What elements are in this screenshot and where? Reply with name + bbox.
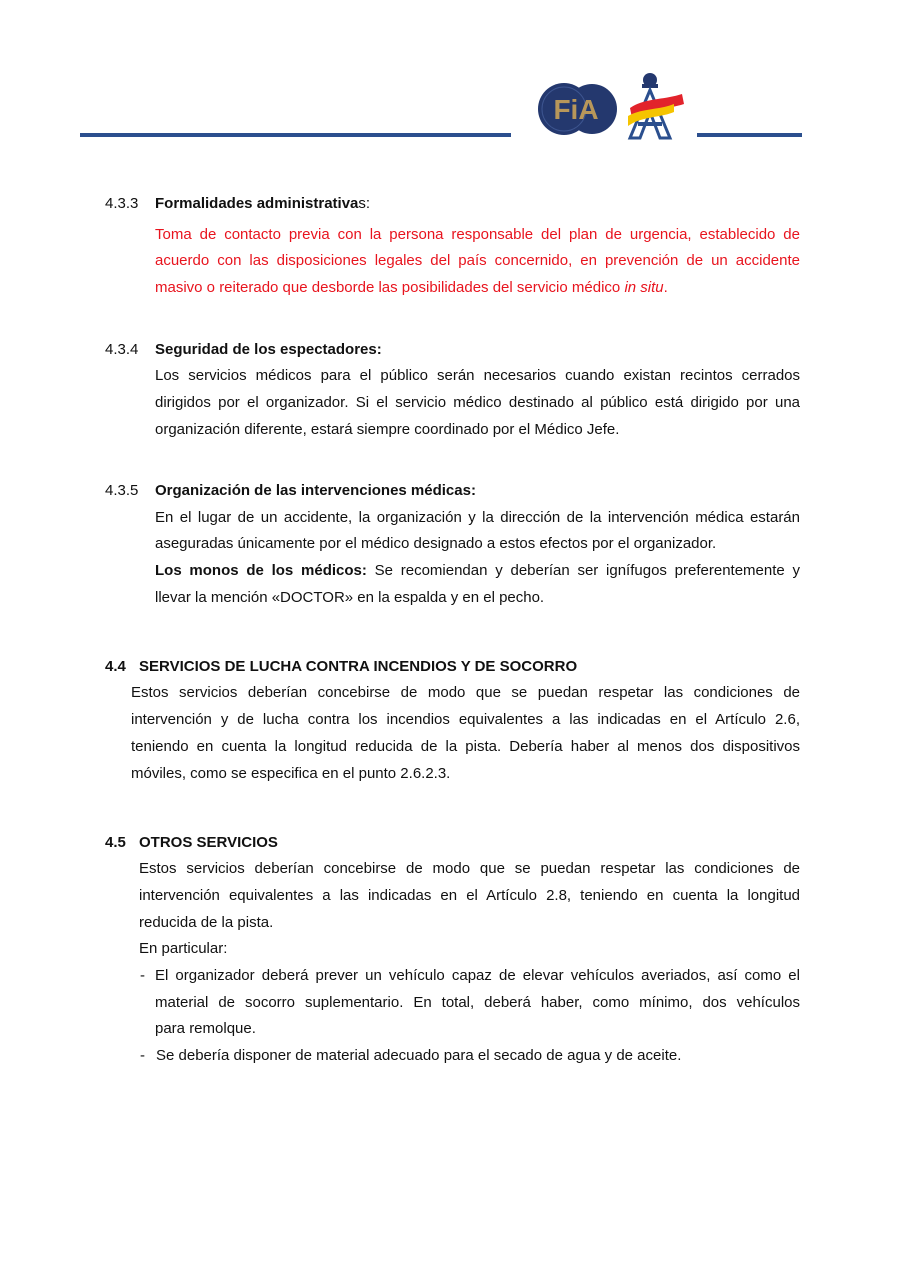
bold-lead: Los monos de los médicos: bbox=[155, 562, 367, 579]
bullet-dash: - bbox=[140, 1047, 145, 1064]
bullet-dash: - bbox=[140, 967, 145, 984]
section-number: 4.3.5 bbox=[105, 482, 139, 499]
paragraph-line: organización diferente, estará siempre coordinado por el Médico Jefe. bbox=[155, 421, 620, 438]
paragraph-line: En el lugar de un accidente, la organización y la dirección de la intervención médica estarán bbox=[155, 509, 800, 526]
section-number: 4.5 bbox=[105, 834, 126, 851]
paragraph-line bbox=[155, 278, 668, 298]
title-suffix: s: bbox=[358, 195, 371, 212]
fia-logo bbox=[536, 80, 620, 138]
paragraph-line: Estos servicios deberían concebirse de modo que se puedan respetar las condiciones de bbox=[139, 860, 800, 877]
header-rule-left bbox=[80, 133, 511, 137]
bullet-line: Se debería disponer de material adecuado para el secado de agua y de aceite. bbox=[156, 1047, 682, 1064]
line-text: Se recomiendan y deberían ser ignífugos preferentemente y bbox=[366, 562, 800, 579]
section-number: 4.4 bbox=[105, 658, 126, 675]
paragraph-line: intervención y de lucha contra los incendios equivalentes a las indicadas en el Artículo 2.6, bbox=[131, 711, 800, 728]
paragraph-line: aseguradas únicamente por el médico designado a estos efectos por el organizador. bbox=[155, 535, 717, 552]
section-number: 4.3.3 bbox=[105, 195, 139, 212]
paragraph-line: reducida de la pista. bbox=[139, 914, 274, 931]
line-text: masivo o reiterado que desborde las posibilidades del servicio médico bbox=[155, 279, 625, 296]
rfeda-logo bbox=[624, 70, 690, 140]
paragraph-line: dirigidos por el organizador. Si el servicio médico destinado al público está dirigido por una bbox=[155, 394, 800, 411]
section-title bbox=[155, 194, 370, 214]
section-title: OTROS SERVICIOS bbox=[139, 834, 278, 851]
paragraph-line: En particular: bbox=[139, 940, 228, 957]
paragraph-line: intervención equivalentes a las indicadas en el Artículo 2.8, teniendo en cuenta la longitud bbox=[139, 887, 800, 904]
title-text: Formalidades administrativa bbox=[155, 195, 359, 212]
paragraph-line bbox=[155, 561, 800, 581]
italic-text: in situ bbox=[624, 279, 664, 296]
paragraph-line: acuerdo con las disposiciones legales del país concernido, en prevención de un accidente bbox=[155, 252, 800, 269]
bullet-line: El organizador deberá prever un vehículo capaz de elevar vehículos averiados, así como el bbox=[155, 967, 800, 984]
header-rule-right bbox=[697, 133, 802, 137]
section-title: Organización de las intervenciones médicas: bbox=[155, 482, 476, 499]
paragraph-line: Los servicios médicos para el público serán necesarios cuando existan recintos cerrados bbox=[155, 367, 800, 384]
bullet-line: para remolque. bbox=[155, 1020, 256, 1037]
line-end: . bbox=[663, 279, 668, 296]
section-number: 4.3.4 bbox=[105, 341, 139, 358]
paragraph-line: móviles, como se especifica en el punto 2.6.2.3. bbox=[131, 765, 451, 782]
svg-text:FiA: FiA bbox=[553, 94, 599, 125]
paragraph-line: Estos servicios deberían concebirse de modo que se puedan respetar las condiciones de bbox=[131, 684, 800, 701]
paragraph-line: Toma de contacto previa con la persona responsable del plan de urgencia, establecido de bbox=[155, 226, 800, 243]
paragraph-line: llevar la mención «DOCTOR» en la espalda y en el pecho. bbox=[155, 589, 545, 606]
bullet-line: material de socorro suplementario. En total, deberá haber, como mínimo, dos vehículos bbox=[155, 994, 800, 1011]
section-title: SERVICIOS DE LUCHA CONTRA INCENDIOS Y DE SOCORRO bbox=[139, 658, 578, 675]
paragraph-line: teniendo en cuenta la longitud reducida de la pista. Debería haber al menos dos dispositivos bbox=[131, 738, 800, 755]
section-title: Seguridad de los espectadores: bbox=[155, 341, 382, 358]
